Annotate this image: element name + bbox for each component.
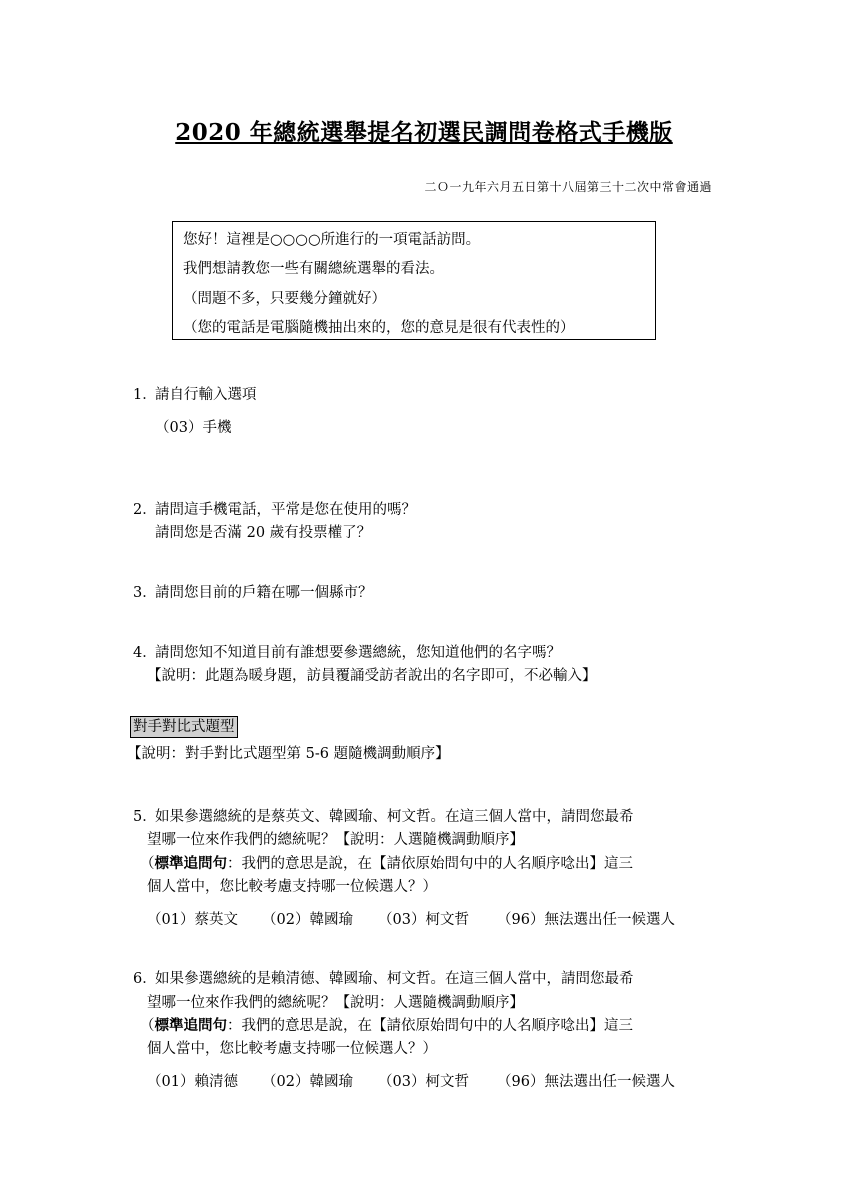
question-5-number: 5．: [133, 809, 157, 825]
document-title: 2020 年總統選舉提名初選民調問卷格式手機版: [175, 119, 673, 146]
question-2-text-line2: 請問您是否滿 20 歲有投票權了？: [155, 525, 372, 541]
answer-option: （02）韓國瑜: [262, 1074, 353, 1090]
answer-option: （96）無法選出任一候選人: [497, 1074, 675, 1090]
answer-option: （03）柯文哲: [378, 1074, 469, 1090]
probe-text: ：我們的意思是說，在【請依原始問句中的人名順序唸出】這三: [227, 1018, 633, 1034]
answer-option: （03）柯文哲: [378, 912, 469, 928]
question-4-number: 4．: [133, 645, 157, 661]
question-3-number: 3．: [133, 585, 157, 601]
answer-option: （01）蔡英文: [147, 912, 238, 928]
probe-open: （: [140, 856, 155, 872]
question-5-probe: [140, 852, 633, 873]
approval-date: 二Ｏ一九年六月五日第十八屆第三十二次中常會通過: [424, 180, 712, 194]
question-6-text: 如果參選總統的是賴清德、韓國瑜、柯文哲。在這三個人當中，請問您最希: [155, 971, 634, 987]
intro-line: 您好！這裡是○○○○所進行的一項電話訪問。: [183, 232, 481, 248]
question-5-probe-line2: 個人當中，您比較考慮支持哪一位候選人？）: [147, 879, 437, 895]
question-1-answer: （03）手機: [155, 420, 232, 436]
question-6-probe: [140, 1014, 633, 1035]
answer-option: （96）無法選出任一候選人: [497, 912, 675, 928]
question-2-text: 請問這手機電話，平常是您在使用的嗎？: [155, 502, 416, 518]
question-1-text: 請自行輸入選項: [155, 387, 257, 403]
answer-option: （01）賴清德: [147, 1074, 238, 1090]
question-3-text: 請問您目前的戶籍在哪一個縣市？: [155, 585, 373, 601]
probe-label: 標準追問句: [154, 1017, 227, 1034]
question-5-text-line2: 望哪一位來作我們的總統呢？【說明：人選隨機調動順序】: [147, 832, 524, 848]
question-5-text: 如果參選總統的是蔡英文、韓國瑜、柯文哲。在這三個人當中，請問您最希: [155, 809, 634, 825]
question-6-number: 6．: [133, 971, 157, 987]
probe-open: （: [140, 1018, 155, 1034]
question-6-text-line2: 望哪一位來作我們的總統呢？【說明：人選隨機調動順序】: [147, 995, 524, 1011]
section-note: 【說明：對手對比式題型第 5-6 題隨機調動順序】: [127, 746, 450, 762]
intro-line: （問題不多，只要幾分鐘就好）: [183, 291, 386, 307]
intro-line: 我們想請教您一些有關總統選舉的看法。: [183, 261, 444, 277]
section-label: 對手對比式題型: [130, 716, 238, 738]
intro-line: （您的電話是電腦隨機抽出來的，您的意見是很有代表性的）: [183, 320, 575, 336]
answer-option: （02）韓國瑜: [262, 912, 353, 928]
probe-text: ：我們的意思是說，在【請依原始問句中的人名順序唸出】這三: [227, 856, 633, 872]
question-4-note: 【說明：此題為暖身題，訪員覆誦受訪者說出的名字即可，不必輸入】: [147, 668, 597, 684]
question-6-probe-line2: 個人當中，您比較考慮支持哪一位候選人？）: [147, 1041, 437, 1057]
question-2-number: 2．: [133, 502, 157, 518]
question-1-number: 1．: [133, 387, 157, 403]
probe-label: 標準追問句: [154, 855, 227, 872]
question-4-text: 請問您知不知道目前有誰想要參選總統，您知道他們的名字嗎？: [155, 645, 561, 661]
